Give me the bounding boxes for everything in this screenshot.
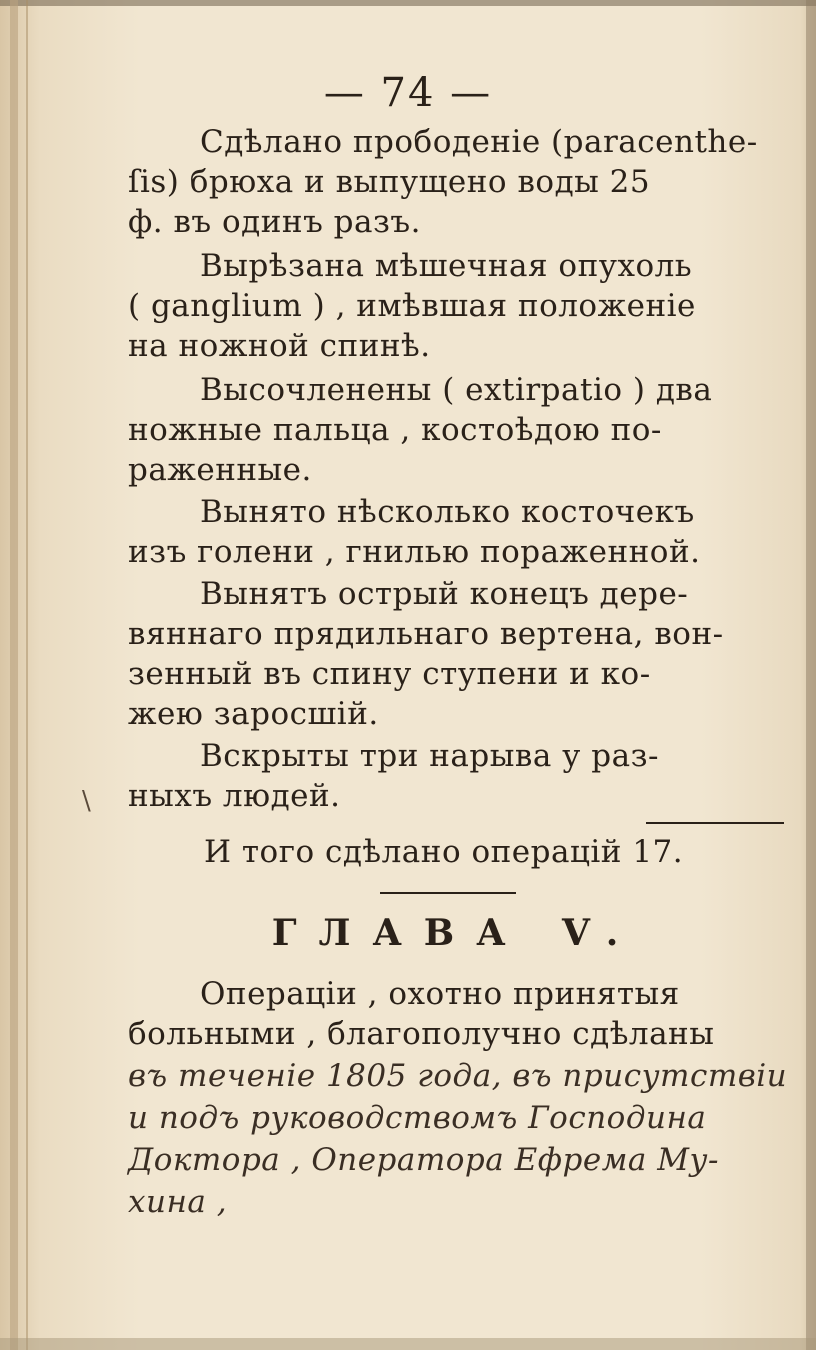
paragraph-5-line-4: жею заросшій. (128, 696, 379, 732)
chapter-intro-line-6: хина , (128, 1184, 228, 1220)
paragraph-4-line-2: изъ голени , гнилью пораженной. (128, 534, 701, 570)
chapter-intro-line-2: больными , благополучно сдѣланы (128, 1016, 715, 1052)
paragraph-1-line-1: Сдѣлано прободеніе (paracenthe- (200, 124, 758, 160)
paragraph-3-line-3: раженные. (128, 452, 312, 488)
paragraph-5-line-1: Вынятъ острый конецъ дере- (200, 576, 689, 612)
paragraph-3-line-2: ножные пальца , костоѣдою по- (128, 412, 662, 448)
paragraph-1-line-3: ф. въ одинъ разъ. (128, 204, 421, 240)
paragraph-6-line-2: ныхъ людей. (128, 778, 341, 814)
chapter-intro-line-4: и подъ руководствомъ Господина (128, 1100, 707, 1136)
paragraph-2-line-1: Вырѣзана мѣшечная опухоль (200, 248, 693, 284)
paragraph-6-line-1: Вскрыты три нарыва у раз- (200, 738, 659, 774)
paragraph-2-line-2: ( ganglium ) , имѣвшая положеніе (128, 288, 696, 324)
scan-edge-right (806, 0, 816, 1350)
chapter-intro-line-5: Доктора , Оператора Ефрема Му- (128, 1142, 719, 1178)
paragraph-1-line-2: ſis) брюха и выпущено воды 25 (128, 164, 651, 200)
page-fold-line (26, 0, 28, 1350)
margin-mark: \ (82, 786, 91, 816)
scan-edge-top (0, 0, 816, 6)
page-number: — 74 — (323, 70, 493, 116)
section-divider (380, 892, 516, 894)
chapter-heading: ГЛАВА V. (271, 912, 641, 954)
paragraph-5-line-3: зенный въ спину ступени и ко- (128, 656, 651, 692)
chapter-intro-line-1: Операціи , охотно принятыя (200, 976, 680, 1012)
operations-total: И того сдѣлано операцій 17. (204, 834, 684, 870)
paragraph-2-line-3: на ножной спинѣ. (128, 328, 431, 364)
paragraph-4-line-1: Вынято нѣсколько косточекъ (200, 494, 695, 530)
paragraph-3-line-1: Высочленены ( extirpatio ) два (200, 372, 713, 408)
book-gutter (10, 0, 18, 1350)
paragraph-5-line-2: вяннаго прядильнаго вертена, вон- (128, 616, 724, 652)
chapter-intro-line-3: въ теченіе 1805 года, въ присутствіи (128, 1058, 788, 1094)
scan-edge-bottom (0, 1338, 816, 1350)
total-rule (646, 822, 784, 824)
